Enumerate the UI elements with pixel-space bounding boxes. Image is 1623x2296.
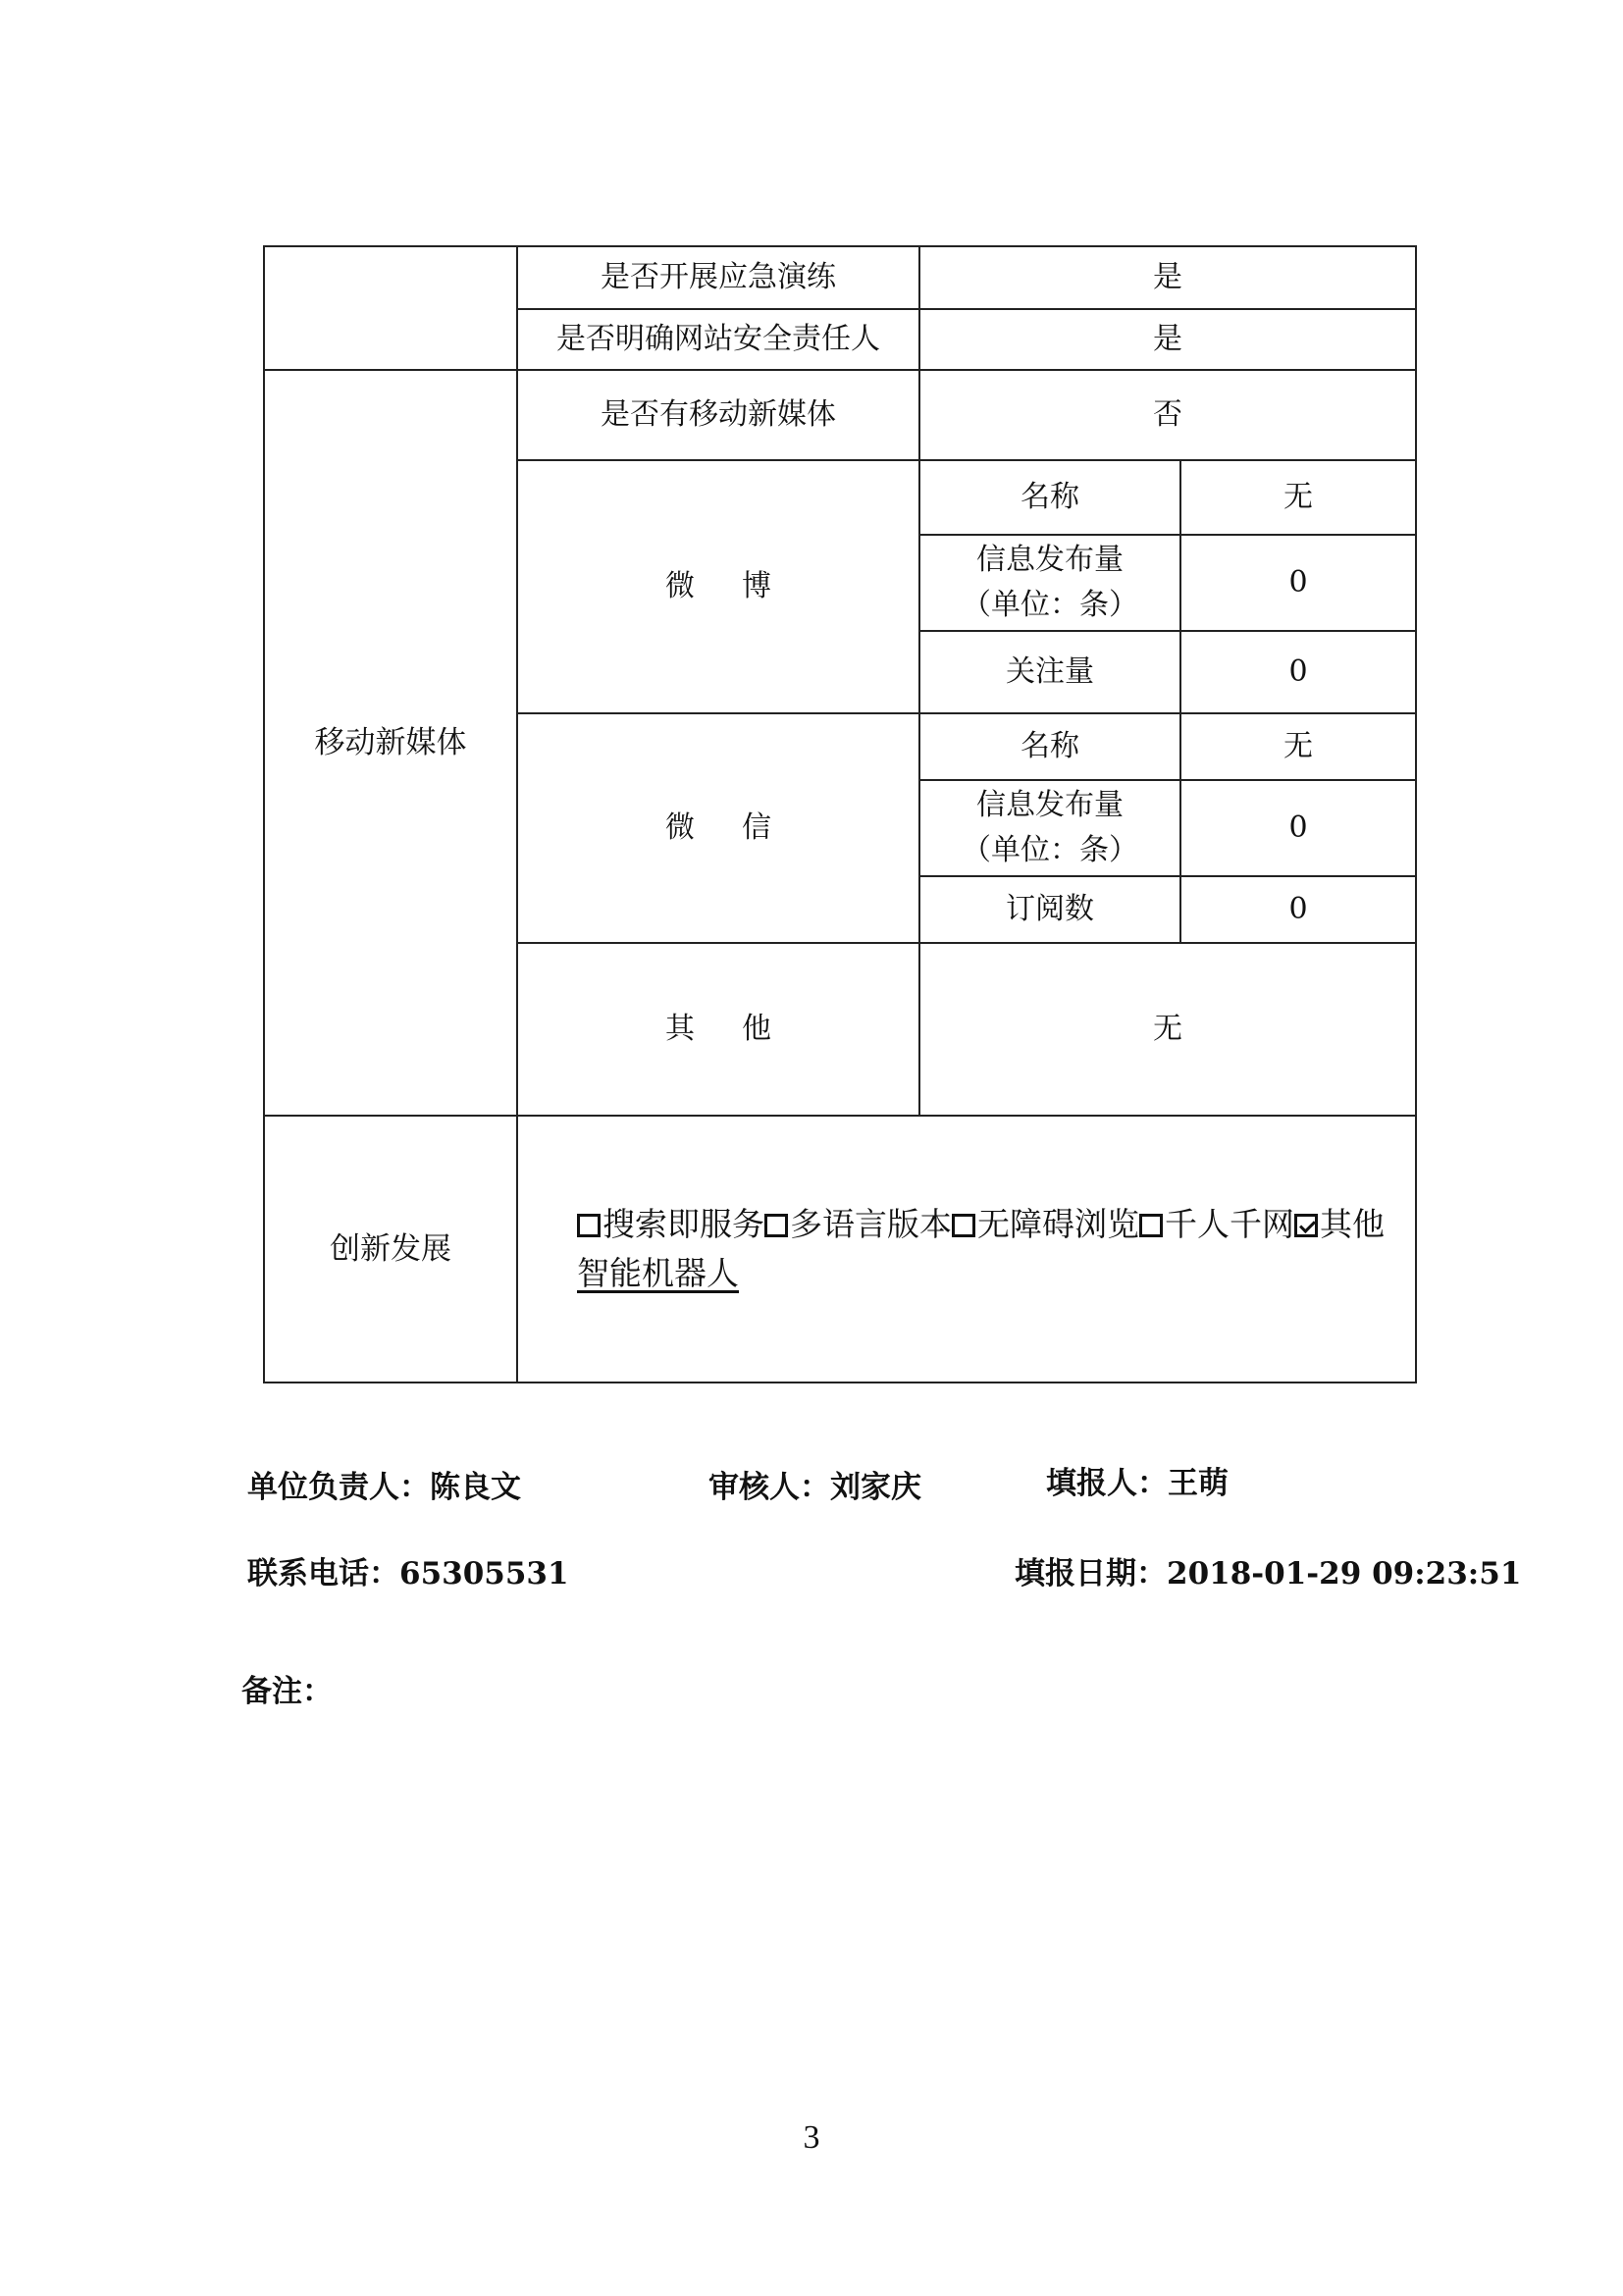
weibo-name-value: 无	[1180, 460, 1416, 535]
security-officer-value: 是	[919, 309, 1416, 370]
report-table	[263, 245, 1417, 1383]
option-multilingual: 多语言版本	[790, 1205, 952, 1243]
fill-date-line	[1015, 1548, 1521, 1592]
reviewer-name: 刘家庆	[830, 1470, 921, 1505]
innovation-group-label: 创新发展	[264, 1116, 517, 1383]
checkbox-personalized[interactable]	[1139, 1214, 1163, 1237]
reviewer-label: 审核人：	[708, 1470, 830, 1505]
wechat-posts-label-line1: 信息发布量	[976, 788, 1124, 822]
option-search-service: 搜索即服务	[602, 1205, 764, 1243]
phone-label: 联系电话：	[247, 1556, 399, 1592]
filler-name: 王萌	[1168, 1466, 1229, 1501]
fill-date-value: 2018-01-29 09:23:51	[1167, 1556, 1522, 1592]
checkbox-accessibility[interactable]	[952, 1214, 975, 1237]
security-group-cell	[264, 246, 517, 370]
option-accessibility: 无障碍浏览	[977, 1205, 1139, 1243]
filler-label: 填报人：	[1046, 1466, 1168, 1501]
has-mobile-media-value: 否	[919, 370, 1416, 460]
phone-number: 65305531	[399, 1556, 569, 1592]
weibo-label	[517, 460, 919, 713]
security-officer-label: 是否明确网站安全责任人	[517, 309, 919, 370]
wechat-posts-label	[919, 780, 1180, 876]
unit-head-name: 陈良文	[430, 1470, 521, 1505]
wechat-posts-label-line2: （单位：条）	[962, 833, 1138, 867]
checkbox-multilingual[interactable]	[764, 1214, 788, 1237]
weibo-posts-label-line1: 信息发布量	[976, 543, 1124, 577]
wechat-label-b: 信	[742, 810, 771, 845]
wechat-label-a: 微	[665, 810, 695, 845]
wechat-subs-label: 订阅数	[919, 876, 1180, 943]
weibo-posts-label	[919, 535, 1180, 631]
remarks-label: 备注：	[241, 1674, 333, 1709]
wechat-posts-value: 0	[1180, 780, 1416, 876]
weibo-follow-label: 关注量	[919, 631, 1180, 713]
option-other: 其他	[1320, 1205, 1385, 1243]
wechat-subs-value: 0	[1180, 876, 1416, 943]
other-media-value: 无	[919, 943, 1416, 1116]
weibo-label-a: 微	[665, 569, 695, 603]
unit-head-label: 单位负责人：	[247, 1470, 430, 1505]
other-media-label-a: 其	[665, 1012, 695, 1046]
wechat-name-value: 无	[1180, 713, 1416, 780]
checkbox-search-service[interactable]	[577, 1214, 601, 1237]
option-personalized: 千人千网	[1165, 1205, 1294, 1243]
weibo-posts-value: 0	[1180, 535, 1416, 631]
reviewer-line	[708, 1462, 921, 1506]
filler-line	[1046, 1458, 1229, 1502]
weibo-name-label: 名称	[919, 460, 1180, 535]
innovation-options-cell	[517, 1116, 1416, 1383]
page-number: 3	[803, 2119, 820, 2156]
has-mobile-media-label: 是否有移动新媒体	[517, 370, 919, 460]
other-media-label	[517, 943, 919, 1116]
drill-value: 是	[919, 246, 1416, 309]
phone-line	[247, 1548, 569, 1592]
weibo-follow-value: 0	[1180, 631, 1416, 713]
checkbox-other[interactable]	[1294, 1214, 1318, 1237]
wechat-name-label: 名称	[919, 713, 1180, 780]
innovation-other-text: 智能机器人	[577, 1254, 739, 1292]
innovation-options-line	[577, 1200, 1415, 1249]
innovation-other-line	[577, 1249, 1415, 1298]
weibo-label-b: 博	[742, 569, 771, 603]
wechat-label	[517, 713, 919, 943]
drill-label: 是否开展应急演练	[517, 246, 919, 309]
weibo-posts-label-line2: （单位：条）	[962, 588, 1138, 622]
fill-date-label: 填报日期：	[1015, 1556, 1167, 1592]
unit-head-line	[247, 1462, 521, 1506]
mobile-media-group-label: 移动新媒体	[264, 370, 517, 1116]
other-media-label-b: 他	[742, 1012, 771, 1046]
